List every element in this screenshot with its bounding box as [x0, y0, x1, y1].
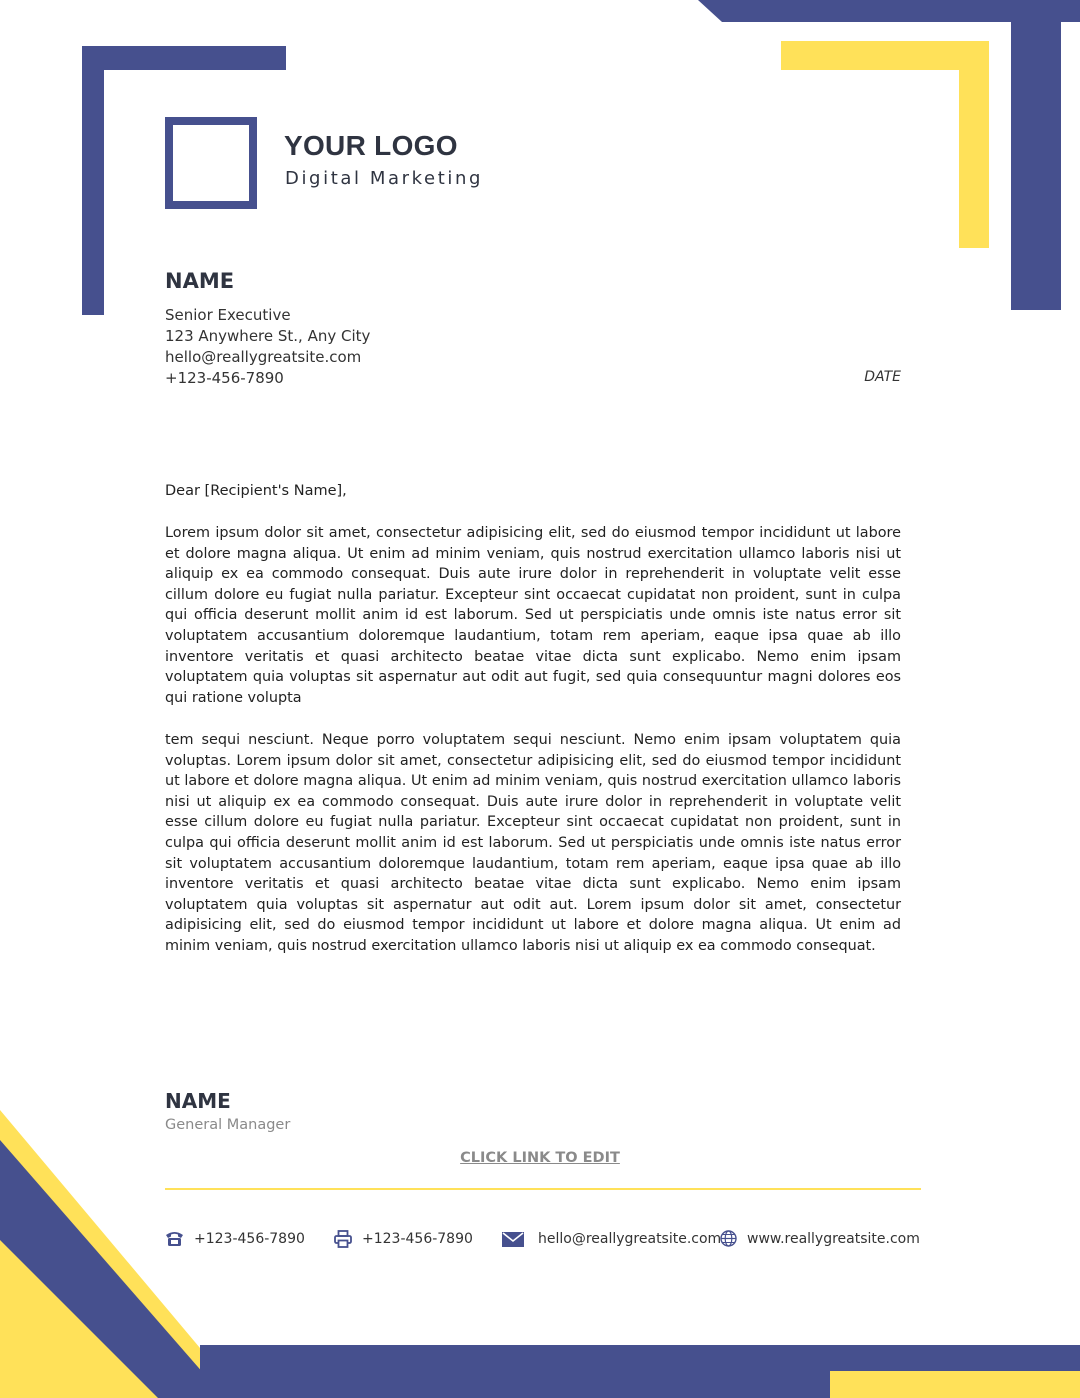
- signature-name: NAME: [165, 1089, 231, 1113]
- sender-address: 123 Anywhere St., Any City: [165, 327, 371, 345]
- top-left-frame-horizontal: [82, 46, 286, 70]
- footer-email-text: hello@reallygreatsite.com: [538, 1231, 722, 1247]
- footer-fax-text: +123-456-7890: [362, 1231, 473, 1247]
- top-left-frame-vertical: [82, 46, 104, 315]
- sender-email: hello@reallygreatsite.com: [165, 348, 362, 366]
- footer-website: [720, 1230, 920, 1247]
- footer-email: [501, 1230, 721, 1248]
- logo-subtitle: Digital Marketing: [285, 168, 484, 189]
- sender-position: Senior Executive: [165, 306, 291, 324]
- envelope-icon: [501, 1230, 525, 1248]
- top-right-navy-band: [0, 0, 1080, 22]
- logo-title: YOUR LOGO: [284, 130, 458, 161]
- letter-paragraph-2: tem sequi nesciunt. Neque porro voluptatem sequi nesciunt. Nemo enim ipsam voluptatem quia voluptas. Lorem ipsum dolor sit amet, consectetur adipisicing elit, sed do eiusmod tempor incididunt ut labore et dolore magna aliqua. Ut enim ad minim veniam, quis nostrud exercitation ullamco laboris nisi ut aliquip ex ea commodo consequat. Duis aute irure dolor in reprehenderit in voluptate velit esse cillum dolore eu fugiat nulla pariatur. Excepteur sint occaecat cupidatat non proident, sunt in culpa qui officia deserunt mollit anim id est laborum. Sed ut perspiciatis unde omnis iste natus error sit voluptatem accusantium doloremque laudantium, totam rem aperiam, eaque ipsa quae ab illo inventore veritatis et quasi architecto beatae vitae dicta sunt explicabo. Nemo enim ipsam voluptatem quia voluptas sit aspernatur aut odit aut. Lorem ipsum dolor sit amet, consectetur adipisicing elit, sed do eiusmod tempor incididunt ut labore et dolore magna aliqua. Ut enim ad minim veniam, quis nostrud exercitation ullamco laboris nisi ut aliquip ex ea commodo consequat.: [165, 732, 901, 954]
- top-right-yellow-frame-vertical: [959, 41, 989, 248]
- top-right-navy-frame-vertical: [1011, 0, 1061, 310]
- sender-phone: +123-456-7890: [165, 369, 284, 387]
- letter-date: DATE: [864, 369, 901, 385]
- phone-icon: [165, 1230, 184, 1247]
- footer-divider: [165, 1188, 921, 1190]
- sender-name: NAME: [165, 269, 235, 293]
- signature-title: General Manager: [165, 1117, 291, 1133]
- footer-phone-text: +123-456-7890: [194, 1230, 305, 1247]
- click-to-edit-link[interactable]: CLICK LINK TO EDIT: [460, 1150, 620, 1166]
- globe-icon: [720, 1230, 737, 1247]
- letter-greeting: Dear [Recipient's Name],: [165, 483, 347, 499]
- letter-paragraph-1: Lorem ipsum dolor sit amet, consectetur adipisicing elit, sed do eiusmod tempor incididunt ut labore et dolore magna aliqua. Ut enim ad minim veniam, quis nostrud exercitation ullamco laboris nisi ut aliquip ex ea commodo consequat. Duis aute irure dolor in reprehenderit in voluptate velit esse cillum dolore eu fugiat nulla pariatur. Excepteur sint occaecat cupidatat non proident, sunt in culpa qui officia deserunt mollit anim id est laborum. Sed ut perspiciatis unde omnis iste natus error sit voluptatem accusantium doloremque laudantium, totam rem aperiam, eaque ipsa quae ab illo inventore veritatis et quasi architecto beatae vitae dicta sunt explicabo. Nemo enim ipsam voluptatem quia voluptas sit aspernatur aut odit aut fugit, sed quia consequuntur magni dolores eos qui ratione volupta: [165, 525, 901, 706]
- footer-fax: [334, 1230, 473, 1248]
- bottom-yellow-band: [830, 1371, 1080, 1398]
- top-right-yellow-frame-horizontal: [781, 41, 989, 70]
- footer-phone: [165, 1230, 305, 1247]
- fax-icon: [334, 1230, 352, 1248]
- logo-square-icon: [165, 117, 257, 209]
- footer-website-text: www.reallygreatsite.com: [747, 1230, 920, 1247]
